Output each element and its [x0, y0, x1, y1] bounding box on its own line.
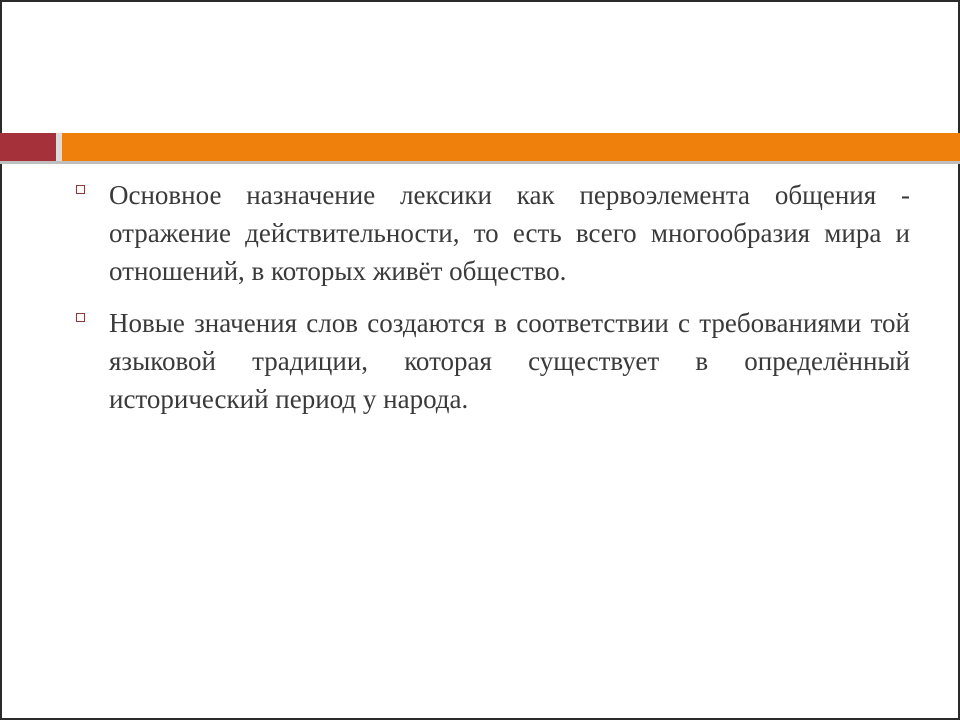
bullet-item [76, 176, 910, 290]
bullet-list [76, 176, 910, 432]
bullet-text: Основное назначение лексики как первоэлемента общения - отражение действительности, то есть всего многообразия мира и отношений, в которых живёт общество. [109, 180, 910, 286]
bullet-text: Новые значения слов создаются в соответствии с требованиями той языковой традиции, которая существует в определённый исторический период у народа. [109, 308, 910, 414]
bullet-item [76, 304, 910, 418]
header-band-red [0, 133, 56, 161]
frame-top-border [0, 0, 960, 2]
square-bullet-icon [76, 313, 85, 322]
frame-left-border-top [0, 0, 2, 135]
square-bullet-icon [76, 185, 85, 194]
header-band-orange [62, 133, 960, 161]
